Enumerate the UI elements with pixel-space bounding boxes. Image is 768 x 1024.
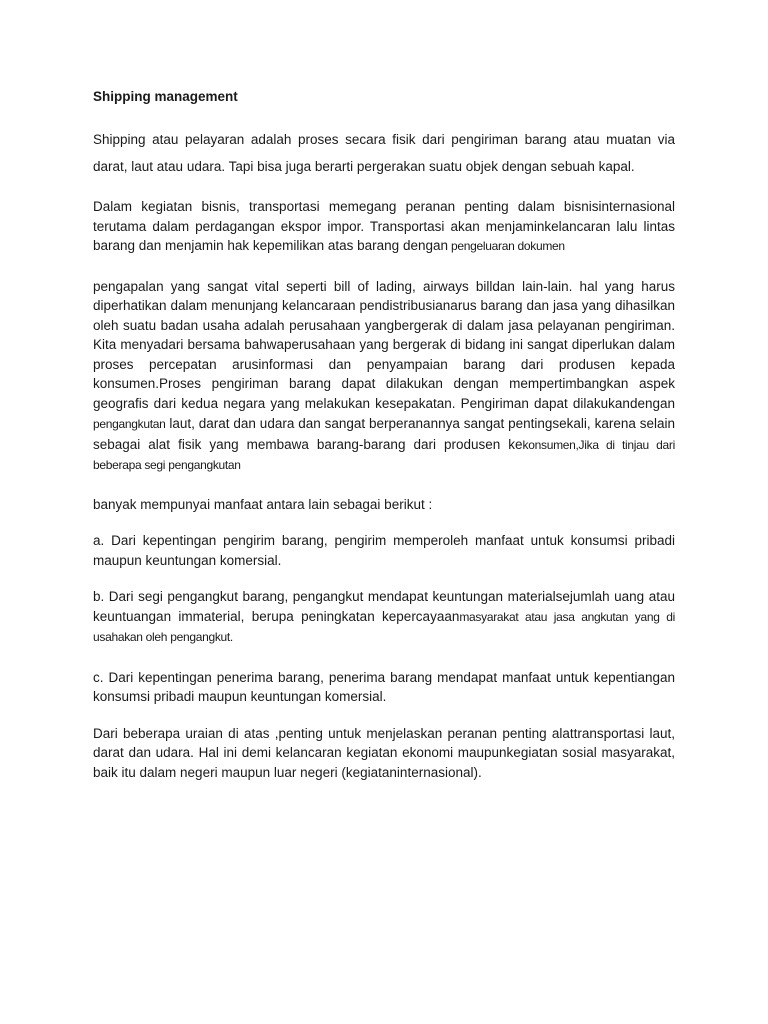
paragraph-text-small: konsumen, [522, 437, 579, 452]
paragraph-business-role [93, 197, 675, 257]
paragraph-benefits-intro [93, 495, 675, 515]
paragraph-text-small: Jika di tinjau dari beberapa [93, 437, 675, 472]
paragraph-benefit-b [93, 587, 675, 648]
paragraph-conclusion [93, 724, 675, 783]
paragraph-benefit-c [93, 668, 675, 707]
paragraph-text: c. Dari kepentingan penerima barang, penerima barang mendapat manfaat untuk kepentiangan konsumsi pribadi maupun keuntungan komersial. [93, 669, 675, 704]
document-page [93, 88, 675, 782]
paragraph-text-small: pengeluaran dokumen [448, 239, 565, 253]
paragraph-text: Shipping atau pelayaran adalah proses secara fisik dari pengiriman barang atau muatan via darat, laut atau udara. Tapi bisa juga berarti pergerakan suatu objek dengan sebuah kapal. [93, 132, 675, 174]
paragraph-shipping-documents [93, 277, 675, 476]
paragraph-text: a. Dari kepentingan pengirim barang, pengirim memperoleh manfaat untuk konsumsi pribadi maupun keuntungan komersial. [93, 533, 675, 568]
paragraph-text: banyak mempunyai manfaat antara lain sebagai berikut : [93, 496, 433, 512]
paragraph-text: Dalam kegiatan bisnis, transportasi memegang peranan penting dalam bisnisinternasional terutama dalam perdagangan ekspor impor. Transportasi akan menjaminkelancaran lalu lintas barang dan menjamin hak kepemilikan atas barang dengan [93, 199, 675, 253]
paragraph-definition [93, 126, 675, 180]
paragraph-text: Dari beberapa uraian di atas ,penting untuk menjelaskan peranan penting alattransportasi laut, darat dan udara. Hal ini demi kelancaran kegiatan ekonomi maupunkegiatan sosial masyarakat, baik itu dalam negeri maupun luar negeri (kegiataninternasional). [93, 725, 675, 780]
paragraph-text: laut, darat dan udara dan sangat berperanannya sangat pentingsekali, karena selain sebagai alat fisik yang membawa barang-barang dari produsen ke [93, 416, 675, 452]
paragraph-text-small: masyarakat atau jasa angkutan yang di usahakan oleh pengangkut. [93, 609, 675, 644]
paragraph-text: b. Dari segi pengangkut barang, pengangkut mendapat keuntungan materialsejumlah uang atau keuntuangan immaterial, berupa peningkatan kepercayaan [93, 589, 675, 624]
paragraph-text-small: segi pengangkutan [141, 458, 241, 472]
paragraph-benefit-a [93, 531, 675, 570]
paragraph-text-small: pengangkutan [93, 417, 166, 431]
document-title: Shipping management [93, 89, 238, 104]
paragraph-text: pengapalan yang sangat vital seperti bill of lading, airways billdan lain-lain. hal yang harus diperhatikan dalam menunjang kelancaraan pendistribusianarus barang dan jasa yang dihasilkan oleh suatu badan usaha adalah perusahaan yangbergerak di dalam jasa pelayanan pengiriman. Kita menyadari bersama bahwaperusahaan yang bergerak di bidang ini sangat diperlukan dalam proses percepatan arusinformasi dan penyampaian barang dari produsen kepada konsumen.Proses pengiriman barang dapat dilakukan dengan mempertimbangkan aspek geografis dari kedua negara yang melakukan kesepakatan. Pengiriman dapat dilakukandengan [93, 278, 675, 411]
